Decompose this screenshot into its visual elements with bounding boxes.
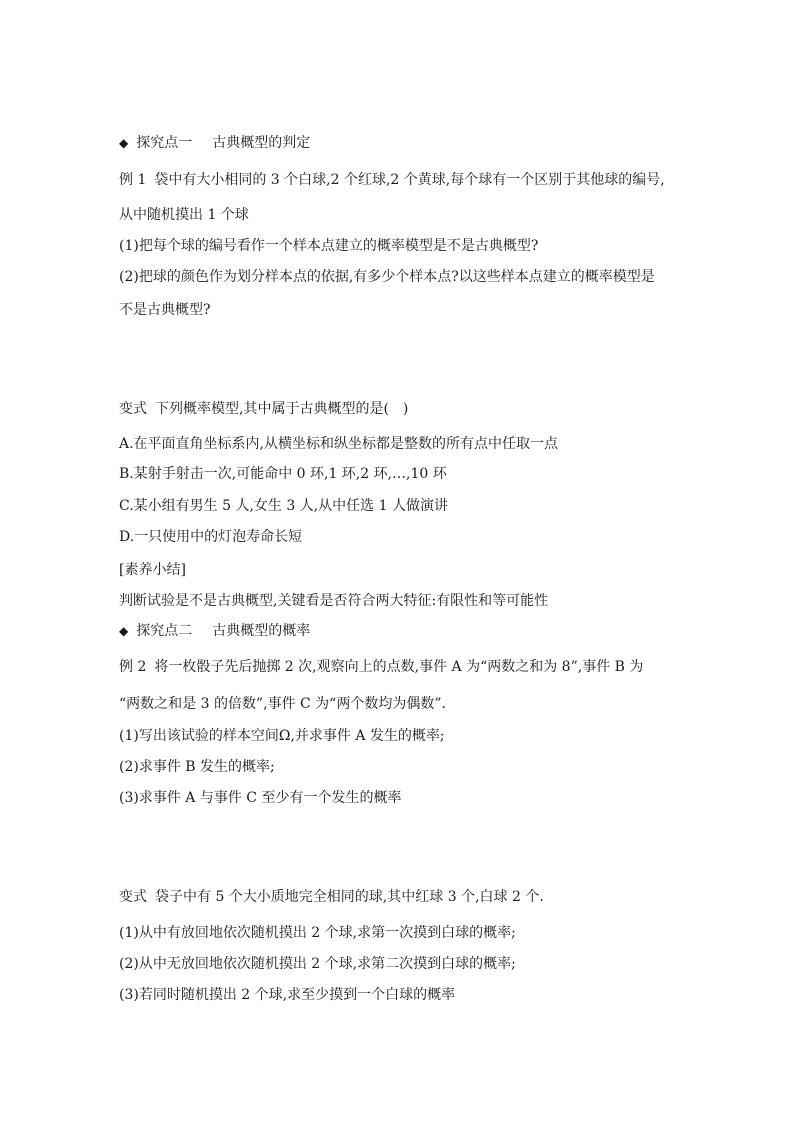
example-label: 例 2: [119, 659, 147, 675]
variant-2-question-3: (3)若同时随机摸出 2 个球,求至少摸到一个白球的概率: [119, 987, 456, 1003]
variant-1-option-d: D.一只使用中的灯泡寿命长短: [119, 529, 303, 545]
example-1-question-2: (2)把球的颜色作为划分样本点的依据,有多少个样本点?以这些样本点建立的概率模型是: [119, 269, 655, 285]
summary-title: [素养小结]: [119, 562, 186, 578]
diamond-icon: ◆: [119, 136, 129, 150]
example-1-question-1: (1)把每个球的编号看作一个样本点建立的概率模型是不是古典概型?: [119, 238, 539, 254]
variant-2-question-2: (2)从中无放回地依次随机摸出 2 个球,求第二次摸到白球的概率;: [119, 956, 516, 972]
example-2-question-1: (1)写出该试验的样本空间Ω,并求事件 A 发生的概率;: [119, 728, 445, 744]
section-title: 古典概型的概率: [212, 623, 311, 639]
variant-text: 袋子中有 5 个大小质地完全相同的球,其中红球 3 个,白球 2 个.: [155, 889, 544, 905]
diamond-icon: ◆: [119, 624, 129, 638]
example-1-question-2-cont: 不是古典概型?: [119, 302, 211, 318]
section-prefix: 探究点二: [136, 623, 193, 639]
example-text: 袋中有大小相同的 3 个白球,2 个红球,2 个黄球,每个球有一个区别于其他球的编号,: [154, 172, 665, 188]
example-2-line-2: “两数之和是 3 的倍数”,事件 C 为“两个数均为偶数”.: [119, 696, 446, 712]
variant-1-option-b: B.某射手射击一次,可能命中 0 环,1 环,2 环,…,10 环: [119, 466, 447, 482]
variant-label: 变式: [119, 401, 147, 417]
variant-1-option-c: C.某小组有男生 5 人,女生 3 人,从中任选 1 人做演讲: [119, 498, 448, 514]
section-heading-2: [119, 621, 310, 641]
example-label: 例 1: [119, 172, 147, 188]
variant-1-stem: [119, 399, 408, 419]
example-2-question-2: (2)求事件 B 发生的概率;: [119, 759, 275, 775]
section-prefix: 探究点一: [136, 135, 193, 151]
variant-2-stem: [119, 887, 544, 907]
section-title: 古典概型的判定: [212, 135, 311, 151]
example-2-question-3: (3)求事件 A 与事件 C 至少有一个发生的概率: [119, 790, 402, 806]
example-1-line-2: 从中随机摸出 1 个球: [119, 207, 249, 223]
variant-2-question-1: (1)从中有放回地依次随机摸出 2 个球,求第一次摸到白球的概率;: [119, 925, 516, 941]
example-1-line-1: [119, 170, 665, 190]
section-heading-1: [119, 133, 310, 153]
example-text: 将一枚骰子先后抛掷 2 次,观察向上的点数,事件 A 为“两数之和为 8”,事件 B 为: [154, 659, 644, 675]
variant-1-option-a: A.在平面直角坐标系内,从横坐标和纵坐标都是整数的所有点中任取一点: [119, 436, 559, 452]
example-2-line-1: [119, 657, 643, 677]
summary-text: 判断试验是不是古典概型,关键看是否符合两大特征:有限性和等可能性: [119, 593, 549, 609]
variant-label: 变式: [119, 889, 147, 905]
variant-text: 下列概率模型,其中属于古典概型的是( ): [155, 401, 409, 417]
